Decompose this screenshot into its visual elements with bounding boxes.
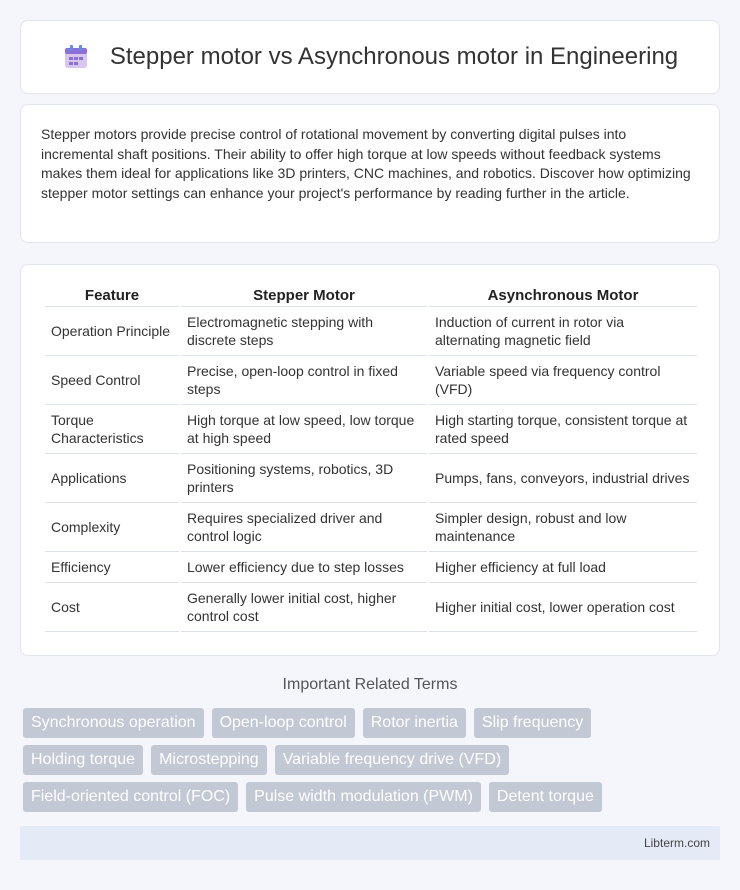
comparison-table (43, 285, 699, 632)
intro-text: Stepper motors provide precise control of rotational movement by converting digital pulses into incremental shaft positions. Their ability to offer high torque at low speeds without feedback systems makes them ideal for applications like 3D printers, CNC machines, and robotics. Discover how optimizing stepper motor settings can enhance your project's performance by reading further in the article. (41, 126, 691, 201)
asynchronous-cell: Pumps, fans, conveyors, industrial drives (429, 454, 697, 503)
asynchronous-cell: High starting torque, consistent torque at rated speed (429, 405, 697, 454)
feature-cell: Torque Characteristics (45, 405, 179, 454)
asynchronous-cell: Higher efficiency at full load (429, 552, 697, 583)
header-feature: Feature (45, 285, 179, 307)
related-term-tag[interactable]: Variable frequency drive (VFD) (275, 745, 509, 775)
feature-cell: Operation Principle (45, 307, 179, 356)
stepper-cell: Electromagnetic stepping with discrete steps (181, 307, 427, 356)
stepper-cell: Positioning systems, robotics, 3D printers (181, 454, 427, 503)
table-row (45, 454, 697, 503)
feature-cell: Speed Control (45, 356, 179, 405)
stepper-cell: Generally lower initial cost, higher control cost (181, 583, 427, 632)
related-terms-title: Important Related Terms (282, 676, 458, 693)
feature-cell: Complexity (45, 503, 179, 552)
table-row (45, 583, 697, 632)
related-term-tag[interactable]: Synchronous operation (23, 708, 204, 738)
related-term-tag[interactable]: Field-oriented control (FOC) (23, 782, 238, 812)
comparison-card (20, 264, 720, 656)
related-terms-list (23, 708, 723, 819)
table-row (45, 405, 697, 454)
table-header-row (45, 285, 697, 307)
header-stepper: Stepper Motor (181, 285, 427, 307)
stepper-cell: Precise, open-loop control in fixed steps (181, 356, 427, 405)
related-term-tag[interactable]: Rotor inertia (363, 708, 466, 738)
related-term-tag[interactable]: Open-loop control (212, 708, 355, 738)
table-row (45, 307, 697, 356)
calendar-icon (62, 43, 90, 71)
table-row (45, 503, 697, 552)
intro-card (20, 104, 720, 243)
related-term-tag[interactable]: Holding torque (23, 745, 143, 775)
stepper-cell: Lower efficiency due to step losses (181, 552, 427, 583)
related-term-tag[interactable]: Slip frequency (474, 708, 591, 738)
related-term-tag[interactable]: Microstepping (151, 745, 267, 775)
feature-cell: Cost (45, 583, 179, 632)
asynchronous-cell: Simpler design, robust and low maintenance (429, 503, 697, 552)
asynchronous-cell: Higher initial cost, lower operation cost (429, 583, 697, 632)
related-term-tag[interactable]: Pulse width modulation (PWM) (246, 782, 481, 812)
footer-site-link[interactable]: Libterm.com (643, 836, 710, 850)
asynchronous-cell: Variable speed via frequency control (VFD) (429, 356, 697, 405)
table-row (45, 356, 697, 405)
asynchronous-cell: Induction of current in rotor via alternating magnetic field (429, 307, 697, 356)
stepper-cell: Requires specialized driver and control logic (181, 503, 427, 552)
feature-cell: Efficiency (45, 552, 179, 583)
footer (20, 826, 720, 860)
header-card (20, 20, 720, 94)
table-row (45, 552, 697, 583)
header-asynchronous: Asynchronous Motor (429, 285, 697, 307)
page-title: Stepper motor vs Asynchronous motor in Engineering (109, 43, 679, 70)
related-term-tag[interactable]: Detent torque (489, 782, 602, 812)
feature-cell: Applications (45, 454, 179, 503)
stepper-cell: High torque at low speed, low torque at high speed (181, 405, 427, 454)
